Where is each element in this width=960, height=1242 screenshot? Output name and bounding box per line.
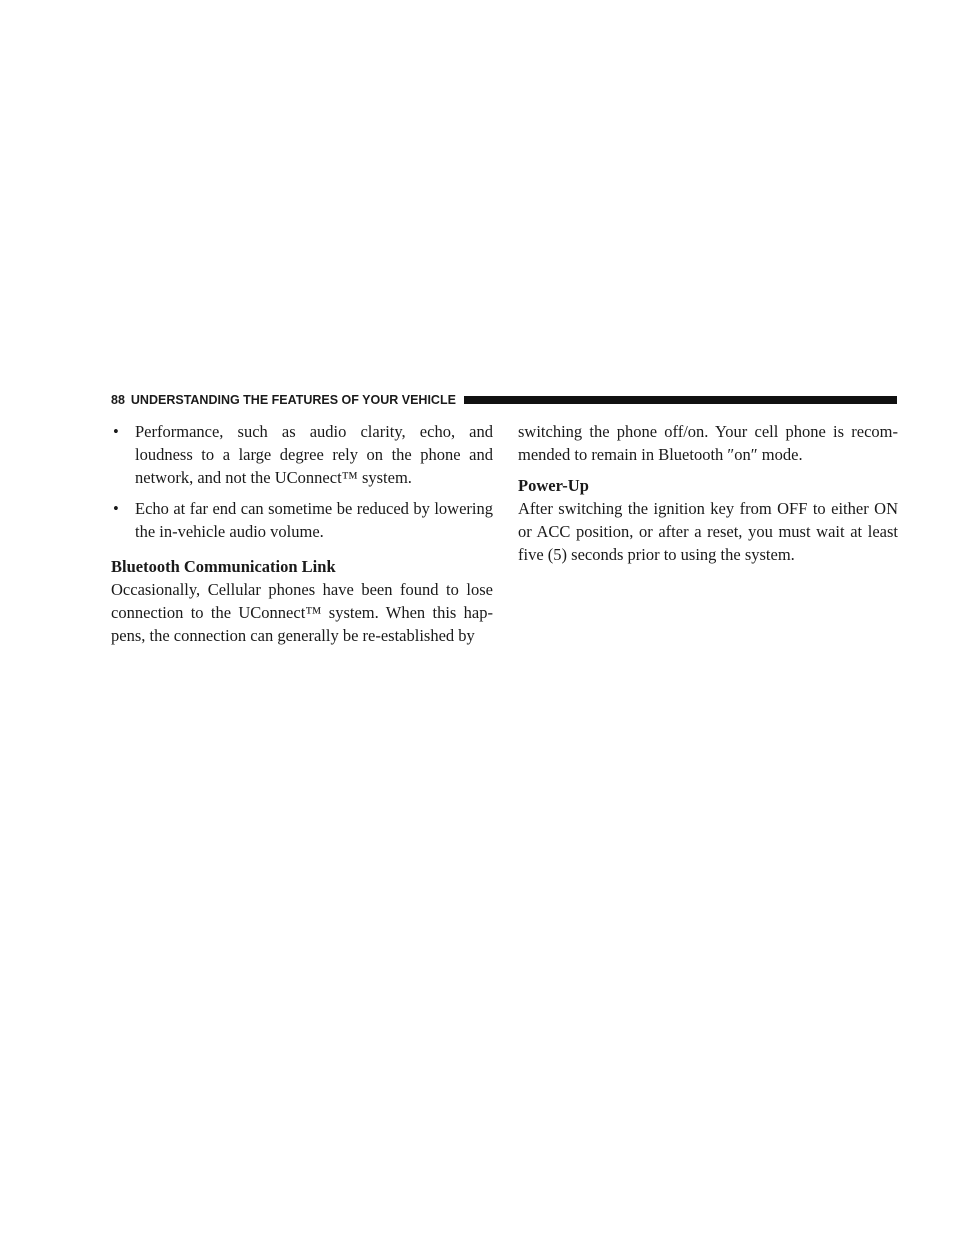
section-heading-bluetooth: Bluetooth Communication Link xyxy=(111,557,336,576)
left-column xyxy=(111,420,493,647)
section-paragraph: Occasionally, Cellular phones have been found to lose connection to the UConnect™ system. When this hap- pens, the connection can generally be re-established by xyxy=(111,580,493,645)
header-rule xyxy=(464,396,897,404)
bullet-item xyxy=(111,497,493,543)
chapter-title: UNDERSTANDING THE FEATURES OF YOUR VEHICLE xyxy=(130,393,456,407)
bullet-text: Echo at far end can sometime be reduced by lowering the in-vehicle audio volume. xyxy=(135,499,493,541)
page-header xyxy=(111,391,897,409)
page-number: 88 xyxy=(111,393,125,407)
bullet-icon: • xyxy=(113,422,119,441)
bullet-icon: • xyxy=(113,499,119,518)
right-column xyxy=(518,420,898,566)
section-paragraph: After switching the ignition key from OFF to either ON or ACC position, or after a reset, you must wait at least five (5) seconds prior to using the system. xyxy=(518,499,898,564)
bullet-text: Performance, such as audio clarity, echo, and loudness to a large degree rely on the phone and network, and not the UConnect™ system. xyxy=(135,422,493,487)
continuation-paragraph: switching the phone off/on. Your cell phone is recom- mended to remain in Bluetooth ″on″ mode. xyxy=(518,422,898,464)
bullet-item xyxy=(111,420,493,489)
section-heading-power-up: Power-Up xyxy=(518,476,589,495)
